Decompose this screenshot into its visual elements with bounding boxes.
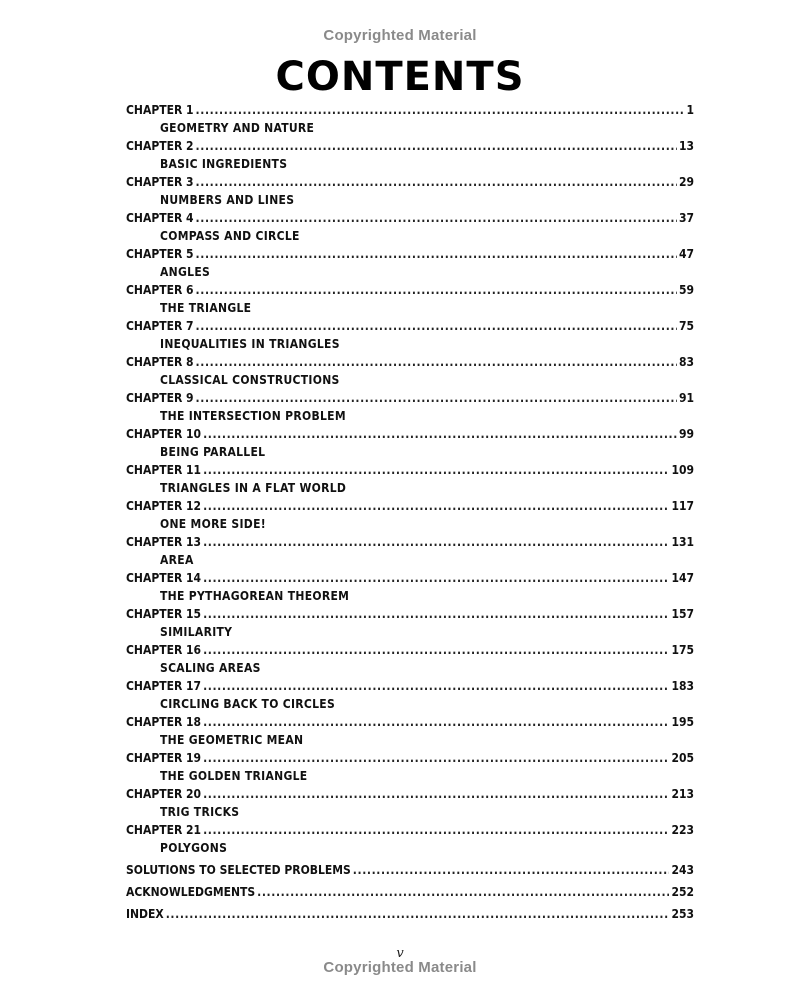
- toc-entry-page: 29: [678, 175, 694, 189]
- dot-leader: [196, 103, 685, 117]
- chapter-subtitle: GEOMETRY AND NATURE: [160, 121, 315, 135]
- toc-entry-label: CHAPTER 6: [126, 283, 194, 297]
- chapter-entry: [126, 643, 694, 679]
- toc-entry-row[interactable]: [126, 103, 694, 121]
- back-matter-entry: [126, 907, 694, 925]
- chapter-list: [126, 103, 694, 859]
- toc-entry-page: 157: [671, 607, 694, 621]
- toc-entry-row[interactable]: [126, 211, 694, 229]
- toc-entry-page: 99: [678, 427, 694, 441]
- toc-entry-row[interactable]: [126, 355, 694, 373]
- chapter-entry: [126, 247, 694, 283]
- chapter-subtitle: BASIC INGREDIENTS: [160, 157, 288, 171]
- toc-entry-page: 252: [671, 885, 694, 899]
- chapter-subtitle: SCALING AREAS: [160, 661, 261, 675]
- chapter-subtitle: CIRCLING BACK TO CIRCLES: [160, 697, 336, 711]
- toc-entry-row[interactable]: [126, 319, 694, 337]
- toc-entry-page: 223: [671, 823, 694, 837]
- dot-leader: [203, 715, 669, 729]
- dot-leader: [203, 427, 677, 441]
- toc-entry-page: 109: [671, 463, 694, 477]
- chapter-subtitle: TRIANGLES IN A FLAT WORLD: [160, 481, 347, 495]
- dot-leader: [203, 751, 669, 765]
- toc-entry-label: CHAPTER 20: [126, 787, 202, 801]
- chapter-subtitle: THE PYTHAGOREAN THEOREM: [160, 589, 350, 603]
- toc-entry-label: CHAPTER 16: [126, 643, 202, 657]
- dot-leader: [203, 571, 669, 585]
- dot-leader: [203, 463, 669, 477]
- toc-entry-row[interactable]: [126, 715, 694, 733]
- toc-entry-row[interactable]: [126, 463, 694, 481]
- toc-entry-row[interactable]: [126, 885, 694, 903]
- toc-entry-label: CHAPTER 1: [126, 103, 194, 117]
- chapter-subtitle: ONE MORE SIDE!: [160, 517, 266, 531]
- chapter-entry: [126, 283, 694, 319]
- toc-entry-page: 205: [671, 751, 694, 765]
- chapter-subtitle: ANGLES: [160, 265, 211, 279]
- chapter-entry: [126, 751, 694, 787]
- toc-entry-page: 213: [671, 787, 694, 801]
- chapter-subtitle: COMPASS AND CIRCLE: [160, 229, 300, 243]
- chapter-entry: [126, 319, 694, 355]
- toc-entry-label: CHAPTER 15: [126, 607, 202, 621]
- dot-leader: [353, 863, 670, 877]
- chapter-entry: [126, 535, 694, 571]
- chapter-subtitle: POLYGONS: [160, 841, 228, 855]
- toc-entry-page: 183: [671, 679, 694, 693]
- table-of-contents: [126, 103, 694, 925]
- dot-leader: [203, 787, 669, 801]
- dot-leader: [196, 247, 677, 261]
- toc-entry-row[interactable]: [126, 283, 694, 301]
- toc-entry-row[interactable]: [126, 787, 694, 805]
- toc-entry-page: 117: [671, 499, 694, 513]
- toc-entry-label: CHAPTER 14: [126, 571, 202, 585]
- dot-leader: [203, 607, 669, 621]
- toc-entry-row[interactable]: [126, 679, 694, 697]
- page-title: CONTENTS: [275, 54, 525, 100]
- chapter-subtitle: NUMBERS AND LINES: [160, 193, 295, 207]
- back-matter-list: [126, 863, 694, 925]
- toc-entry-label: CHAPTER 11: [126, 463, 202, 477]
- dot-leader: [196, 319, 677, 333]
- toc-entry-label: CHAPTER 13: [126, 535, 202, 549]
- toc-entry-label: CHAPTER 2: [126, 139, 194, 153]
- chapter-subtitle: BEING PARALLEL: [160, 445, 266, 459]
- toc-entry-row[interactable]: [126, 139, 694, 157]
- watermark-top: Copyrighted Material: [323, 27, 477, 44]
- dot-leader: [203, 643, 669, 657]
- toc-entry-row[interactable]: [126, 823, 694, 841]
- toc-entry-page: 1: [686, 103, 694, 117]
- toc-entry-label: CHAPTER 10: [126, 427, 202, 441]
- toc-entry-row[interactable]: [126, 535, 694, 553]
- toc-entry-label: CHAPTER 7: [126, 319, 194, 333]
- chapter-entry: [126, 355, 694, 391]
- toc-entry-row[interactable]: [126, 863, 694, 881]
- back-matter-entry: [126, 885, 694, 903]
- toc-entry-row[interactable]: [126, 643, 694, 661]
- dot-leader: [257, 885, 669, 899]
- toc-entry-row[interactable]: [126, 751, 694, 769]
- back-matter-entry: [126, 863, 694, 881]
- toc-entry-page: 75: [678, 319, 694, 333]
- toc-entry-label: CHAPTER 17: [126, 679, 202, 693]
- dot-leader: [166, 907, 670, 921]
- toc-entry-page: 13: [678, 139, 694, 153]
- chapter-entry: [126, 787, 694, 823]
- chapter-subtitle: THE TRIANGLE: [160, 301, 252, 315]
- toc-entry-row[interactable]: [126, 247, 694, 265]
- toc-entry-label: CHAPTER 19: [126, 751, 202, 765]
- toc-entry-label: CHAPTER 8: [126, 355, 194, 369]
- dot-leader: [196, 283, 677, 297]
- toc-entry-label: CHAPTER 5: [126, 247, 194, 261]
- chapter-subtitle: CLASSICAL CONSTRUCTIONS: [160, 373, 340, 387]
- chapter-subtitle: THE GOLDEN TRIANGLE: [160, 769, 308, 783]
- toc-entry-label: CHAPTER 21: [126, 823, 202, 837]
- toc-entry-page: 37: [678, 211, 694, 225]
- chapter-subtitle: AREA: [160, 553, 194, 567]
- chapter-entry: [126, 391, 694, 427]
- dot-leader: [203, 823, 669, 837]
- toc-entry-page: 175: [671, 643, 694, 657]
- page-number: v: [396, 946, 404, 961]
- toc-entry-label: INDEX: [126, 907, 164, 921]
- toc-entry-page: 147: [671, 571, 694, 585]
- toc-entry-page: 243: [671, 863, 694, 877]
- toc-entry-row[interactable]: [126, 499, 694, 517]
- watermark-bottom: Copyrighted Material: [323, 959, 477, 976]
- toc-entry-page: 59: [678, 283, 694, 297]
- toc-entry-page: 83: [678, 355, 694, 369]
- toc-entry-row[interactable]: [126, 427, 694, 445]
- toc-entry-label: ACKNOWLEDGMENTS: [126, 885, 256, 899]
- chapter-entry: [126, 103, 694, 139]
- chapter-entry: [126, 679, 694, 715]
- chapter-entry: [126, 139, 694, 175]
- dot-leader: [203, 535, 669, 549]
- dot-leader: [196, 391, 677, 405]
- toc-entry-page: 195: [671, 715, 694, 729]
- dot-leader: [203, 499, 669, 513]
- toc-entry-row[interactable]: [126, 175, 694, 193]
- chapter-entry: [126, 427, 694, 463]
- dot-leader: [196, 175, 677, 189]
- chapter-subtitle: THE GEOMETRIC MEAN: [160, 733, 304, 747]
- toc-entry-label: CHAPTER 3: [126, 175, 194, 189]
- chapter-entry: [126, 715, 694, 751]
- toc-entry-row[interactable]: [126, 907, 694, 925]
- toc-entry-page: 253: [671, 907, 694, 921]
- dot-leader: [203, 679, 669, 693]
- chapter-subtitle: THE INTERSECTION PROBLEM: [160, 409, 346, 423]
- toc-entry-label: CHAPTER 12: [126, 499, 202, 513]
- toc-entry-page: 47: [678, 247, 694, 261]
- chapter-entry: [126, 607, 694, 643]
- toc-entry-page: 91: [678, 391, 694, 405]
- dot-leader: [196, 139, 677, 153]
- dot-leader: [196, 355, 677, 369]
- dot-leader: [196, 211, 677, 225]
- toc-entry-label: CHAPTER 4: [126, 211, 194, 225]
- toc-entry-label: SOLUTIONS TO SELECTED PROBLEMS: [126, 863, 351, 877]
- toc-entry-row[interactable]: [126, 391, 694, 409]
- toc-entry-label: CHAPTER 9: [126, 391, 194, 405]
- chapter-entry: [126, 499, 694, 535]
- chapter-entry: [126, 463, 694, 499]
- chapter-subtitle: INEQUALITIES IN TRIANGLES: [160, 337, 340, 351]
- chapter-entry: [126, 571, 694, 607]
- toc-entry-row[interactable]: [126, 607, 694, 625]
- chapter-entry: [126, 211, 694, 247]
- toc-entry-page: 131: [671, 535, 694, 549]
- chapter-subtitle: TRIG TRICKS: [160, 805, 240, 819]
- chapter-entry: [126, 175, 694, 211]
- chapter-subtitle: SIMILARITY: [160, 625, 233, 639]
- toc-entry-row[interactable]: [126, 571, 694, 589]
- chapter-entry: [126, 823, 694, 859]
- toc-entry-label: CHAPTER 18: [126, 715, 202, 729]
